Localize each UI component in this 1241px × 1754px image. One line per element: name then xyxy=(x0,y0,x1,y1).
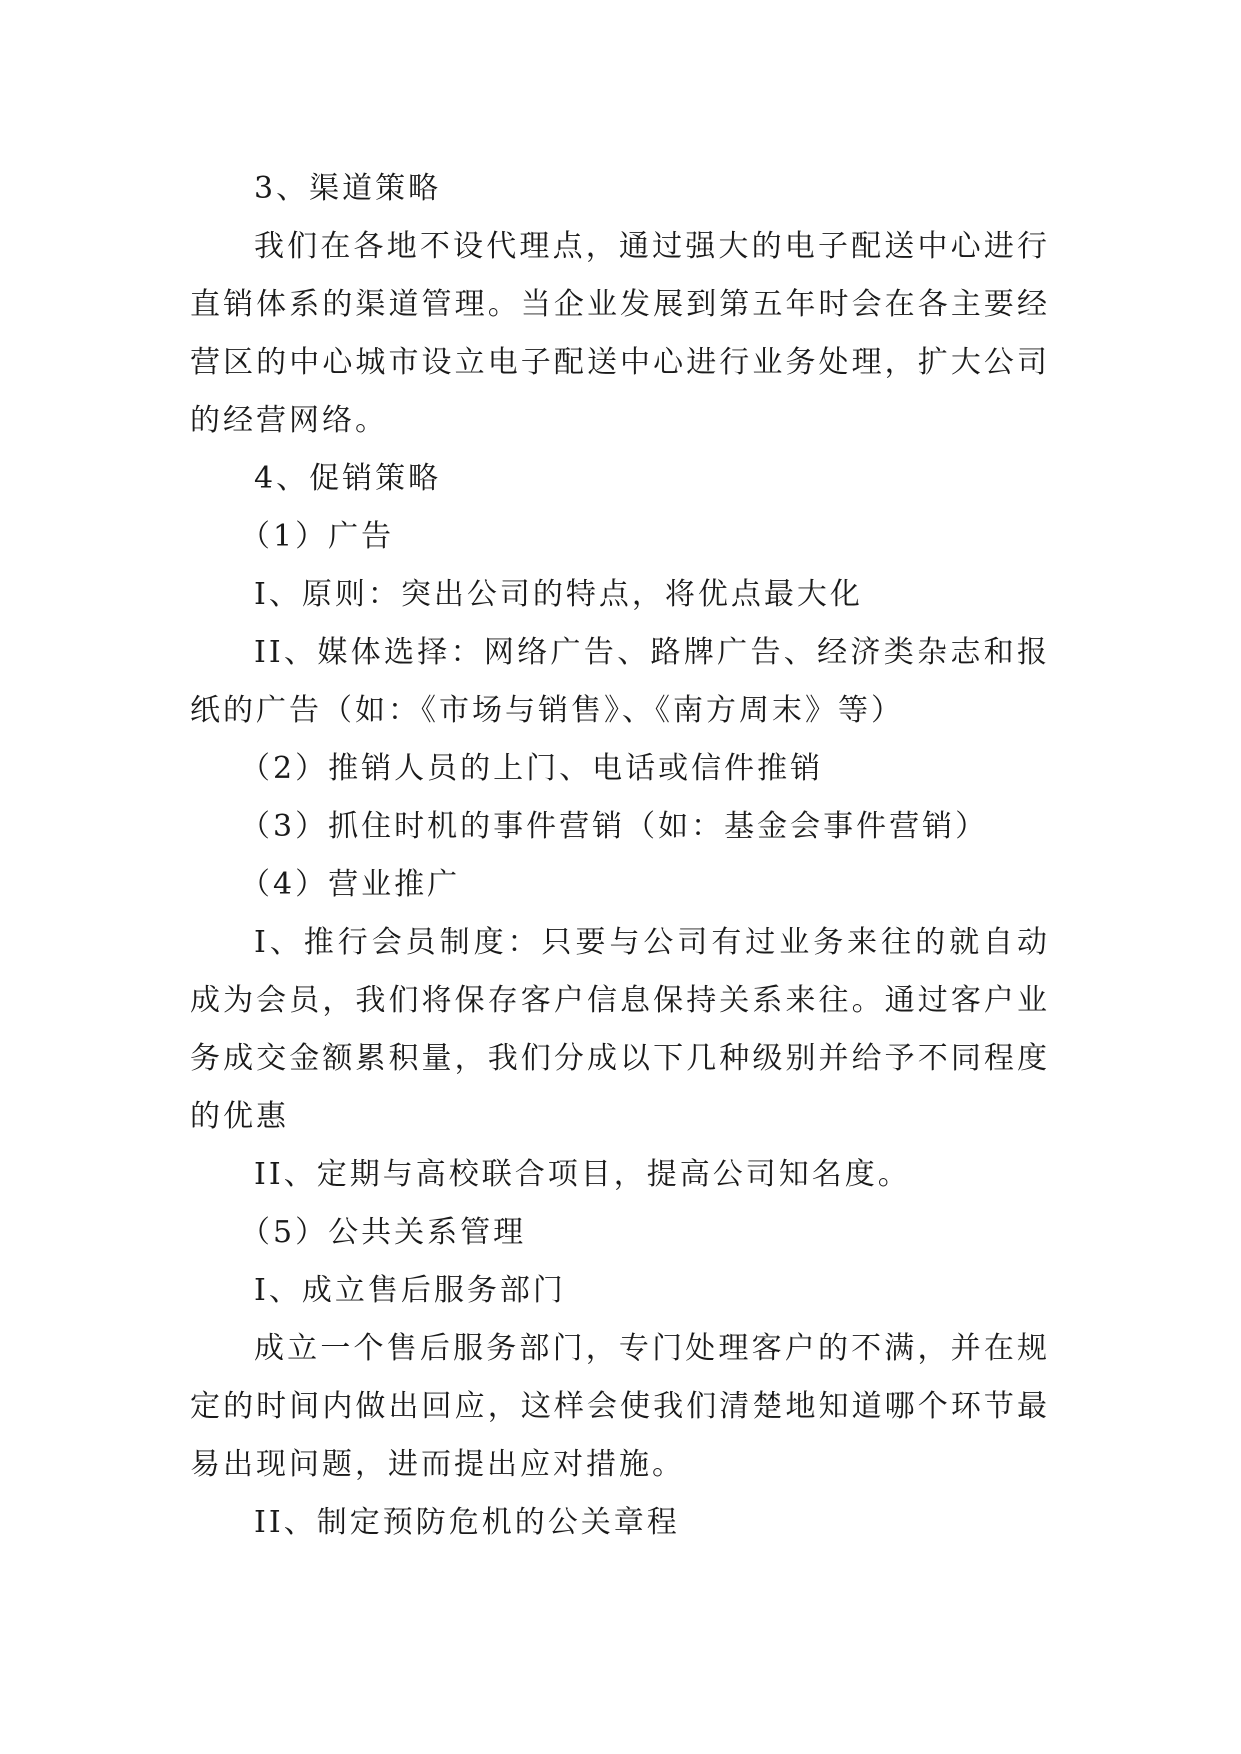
subheading-personal-selling: （2）推销人员的上门、电话或信件推销 xyxy=(240,751,824,786)
paragraph-after-sales-dept: I、成立售后服务部门 xyxy=(254,1273,566,1308)
paragraph-after-sales-detail: 成立一个售后服务部门，专门处理客户的不满，并在规定的时间内做出回应，这样会使我们清楚地知道哪个环节最易出现问题，进而提出应对措施。 xyxy=(190,1331,1050,1482)
document-page xyxy=(190,160,1050,1552)
subheading-public-relations: （5）公共关系管理 xyxy=(240,1215,527,1250)
paragraph-membership: I、推行会员制度：只要与公司有过业务来往的就自动成为会员，我们将保存客户信息保持关系来往。通过客户业务成交金额累积量，我们分成以下几种级别并给予不同程度的优惠 xyxy=(190,925,1050,1134)
paragraph-university-projects: II、定期与高校联合项目，提高公司知名度。 xyxy=(254,1157,911,1192)
paragraph-media-selection: II、媒体选择：网络广告、路牌广告、经济类杂志和报纸的广告（如：《市场与销售》、《南方周末》等） xyxy=(190,635,1050,728)
subheading-event-marketing: （3）抓住时机的事件营销（如：基金会事件营销） xyxy=(240,809,989,844)
paragraph-crisis-pr: II、制定预防危机的公关章程 xyxy=(254,1505,680,1540)
heading-promotion-strategy: 4、促销策略 xyxy=(254,461,442,496)
paragraph-ad-principle: I、原则：突出公司的特点，将优点最大化 xyxy=(254,577,863,612)
subheading-advertising: （1）广告 xyxy=(240,519,395,554)
subheading-sales-promotion: （4）营业推广 xyxy=(240,867,461,902)
heading-channel-strategy: 3、渠道策略 xyxy=(254,171,442,206)
paragraph-channel-strategy: 我们在各地不设代理点，通过强大的电子配送中心进行直销体系的渠道管理。当企业发展到第五年时会在各主要经营区的中心城市设立电子配送中心进行业务处理，扩大公司的经营网络。 xyxy=(190,229,1050,438)
